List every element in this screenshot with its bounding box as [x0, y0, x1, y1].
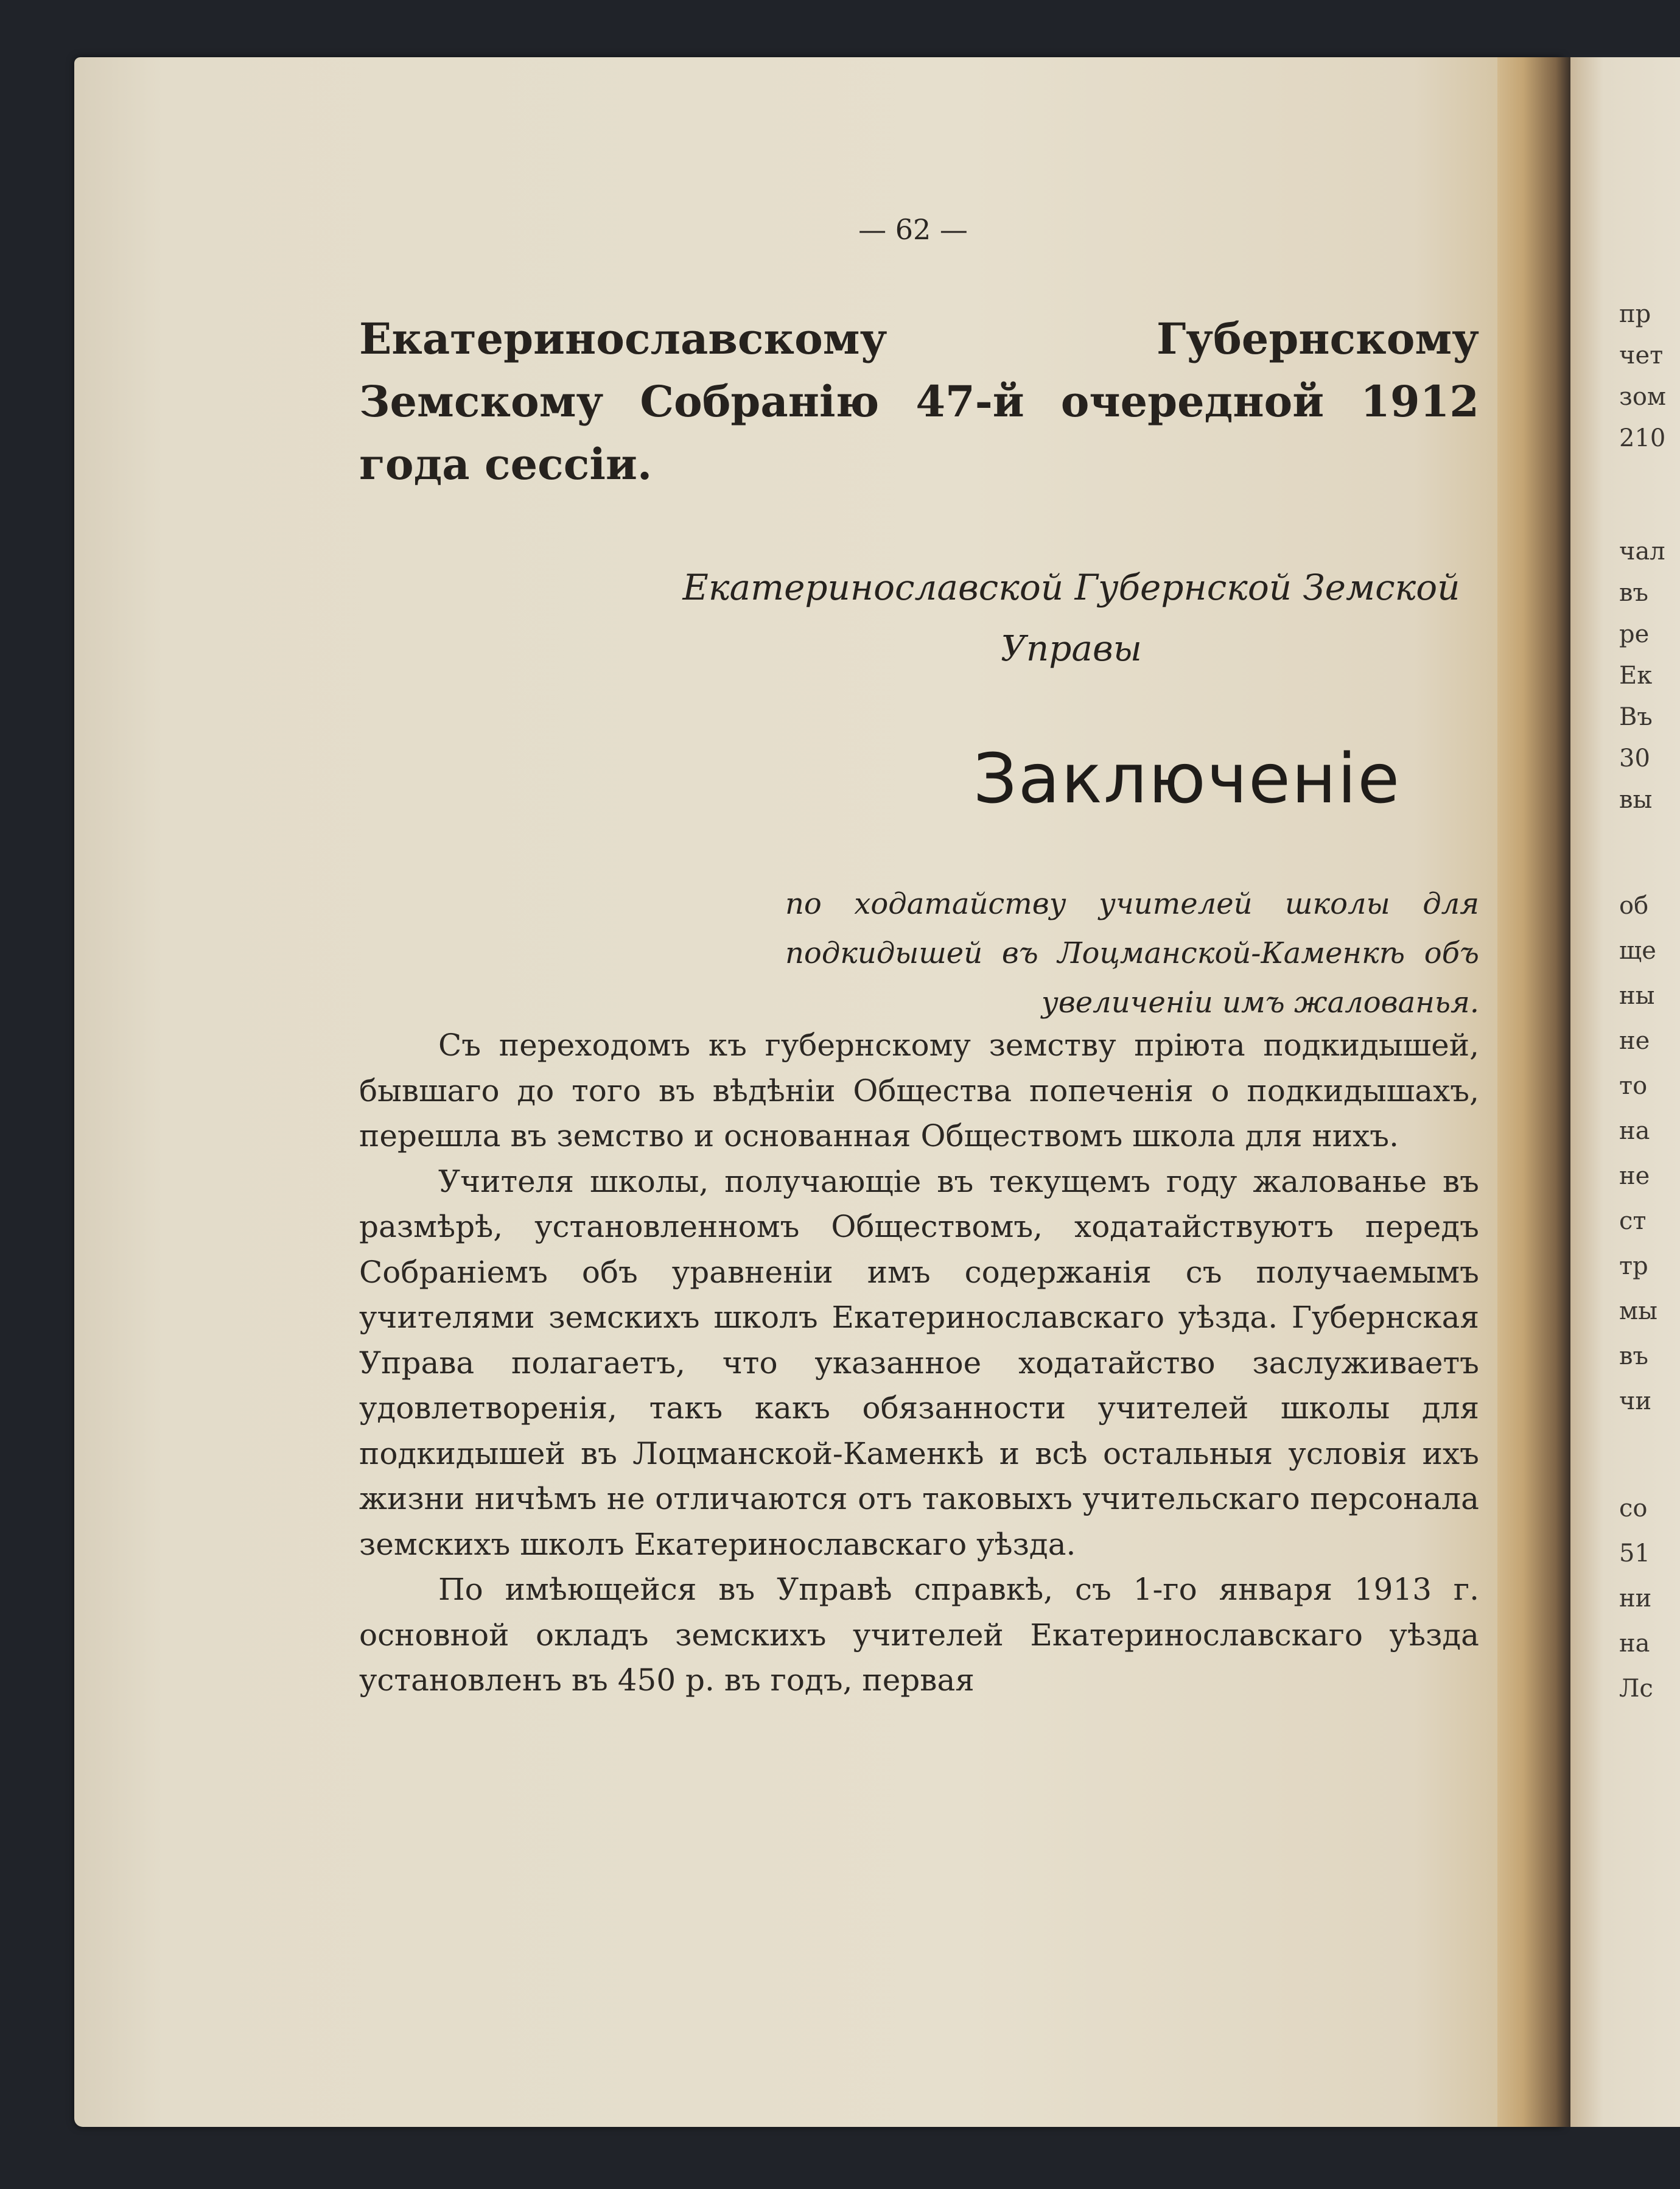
next-page-line: въ — [1619, 579, 1648, 607]
authority-heading: Екатеринославской Губернской Земской Управы — [682, 567, 1460, 669]
document-heading: Екатеринославскому Губернскому Земскому Собранію 47-й очередной 1912 года сессіи. — [359, 313, 1479, 489]
next-page-line: мы — [1619, 1297, 1657, 1325]
next-page-line: тр — [1619, 1252, 1648, 1280]
next-page-line: Лс — [1619, 1675, 1653, 1703]
paragraph: Учителя школы, получающіе въ текущемъ году жалованье въ размѣрѣ, установленномъ Обществомъ, ходатайствуютъ передъ Собраніемъ объ уравненіи имъ содержанія съ получаемымъ учителями земскихъ школъ Екатеринославскаго уѣзда. Губернская Управа полагаетъ, что указанное ходатайство заслуживаетъ удовлетворенія, такъ какъ обязанности учителей школы для подкидышей въ Лоцманской-Каменкѣ и всѣ остальныя условія ихъ жизни ничѣмъ не отличаются отъ таковыхъ учительскаго персонала земскихъ школъ Екатеринославскаго уѣзда. — [359, 1163, 1479, 1562]
next-page-line: зом — [1619, 383, 1667, 411]
next-page-line: со — [1619, 1494, 1648, 1522]
next-page-line: то — [1619, 1072, 1648, 1100]
next-page-line: пр — [1619, 300, 1651, 328]
next-page-line: чет — [1619, 341, 1664, 370]
next-page-line: не — [1619, 1027, 1650, 1055]
next-page-line: об — [1619, 892, 1649, 920]
next-page-line: 210 — [1619, 424, 1666, 452]
next-page-line: ны — [1619, 982, 1655, 1010]
next-page-line: 30 — [1619, 744, 1650, 772]
next-page-line: въ — [1619, 1342, 1648, 1370]
next-page-line: ст — [1619, 1207, 1647, 1235]
next-page-line: 51 — [1619, 1539, 1650, 1567]
paragraph: Съ переходомъ къ губернскому земству пріюта подкидышей, бывшаго до того въ вѣдѣніи Общества попеченія о подкидышахъ, перешла въ земство и основанная Обществомъ школа для нихъ. — [359, 1028, 1479, 1154]
next-page-line: на — [1619, 1630, 1650, 1658]
next-page-line: ни — [1619, 1585, 1652, 1613]
page-number: — 62 — — [858, 213, 968, 246]
next-page-line: Ек — [1619, 662, 1653, 690]
next-page-line: чал — [1619, 538, 1665, 566]
next-page-line: чи — [1619, 1387, 1652, 1415]
next-page-line: на — [1619, 1117, 1650, 1145]
book-spine — [1497, 57, 1570, 2127]
next-page-line: ще — [1619, 937, 1656, 965]
next-page-line: ре — [1619, 620, 1650, 648]
paragraph: По имѣющейся въ Управѣ справкѣ, съ 1-го января 1913 г. основной окладъ земскихъ учителей Екатеринославскаго уѣзда установленъ въ 450 р. въ годъ, первая — [359, 1572, 1479, 1698]
conclusion-title: Заключеніе — [973, 740, 1401, 819]
body-text — [359, 1023, 1479, 1703]
next-page-line: не — [1619, 1162, 1650, 1190]
next-page-line: Въ — [1619, 703, 1653, 731]
next-page-line: вы — [1619, 786, 1653, 814]
subtitle: по ходатайству учителей школы для подкидышей въ Лоцманской-Каменкѣ объ увеличеніи имъ жалованья. — [785, 887, 1479, 1020]
